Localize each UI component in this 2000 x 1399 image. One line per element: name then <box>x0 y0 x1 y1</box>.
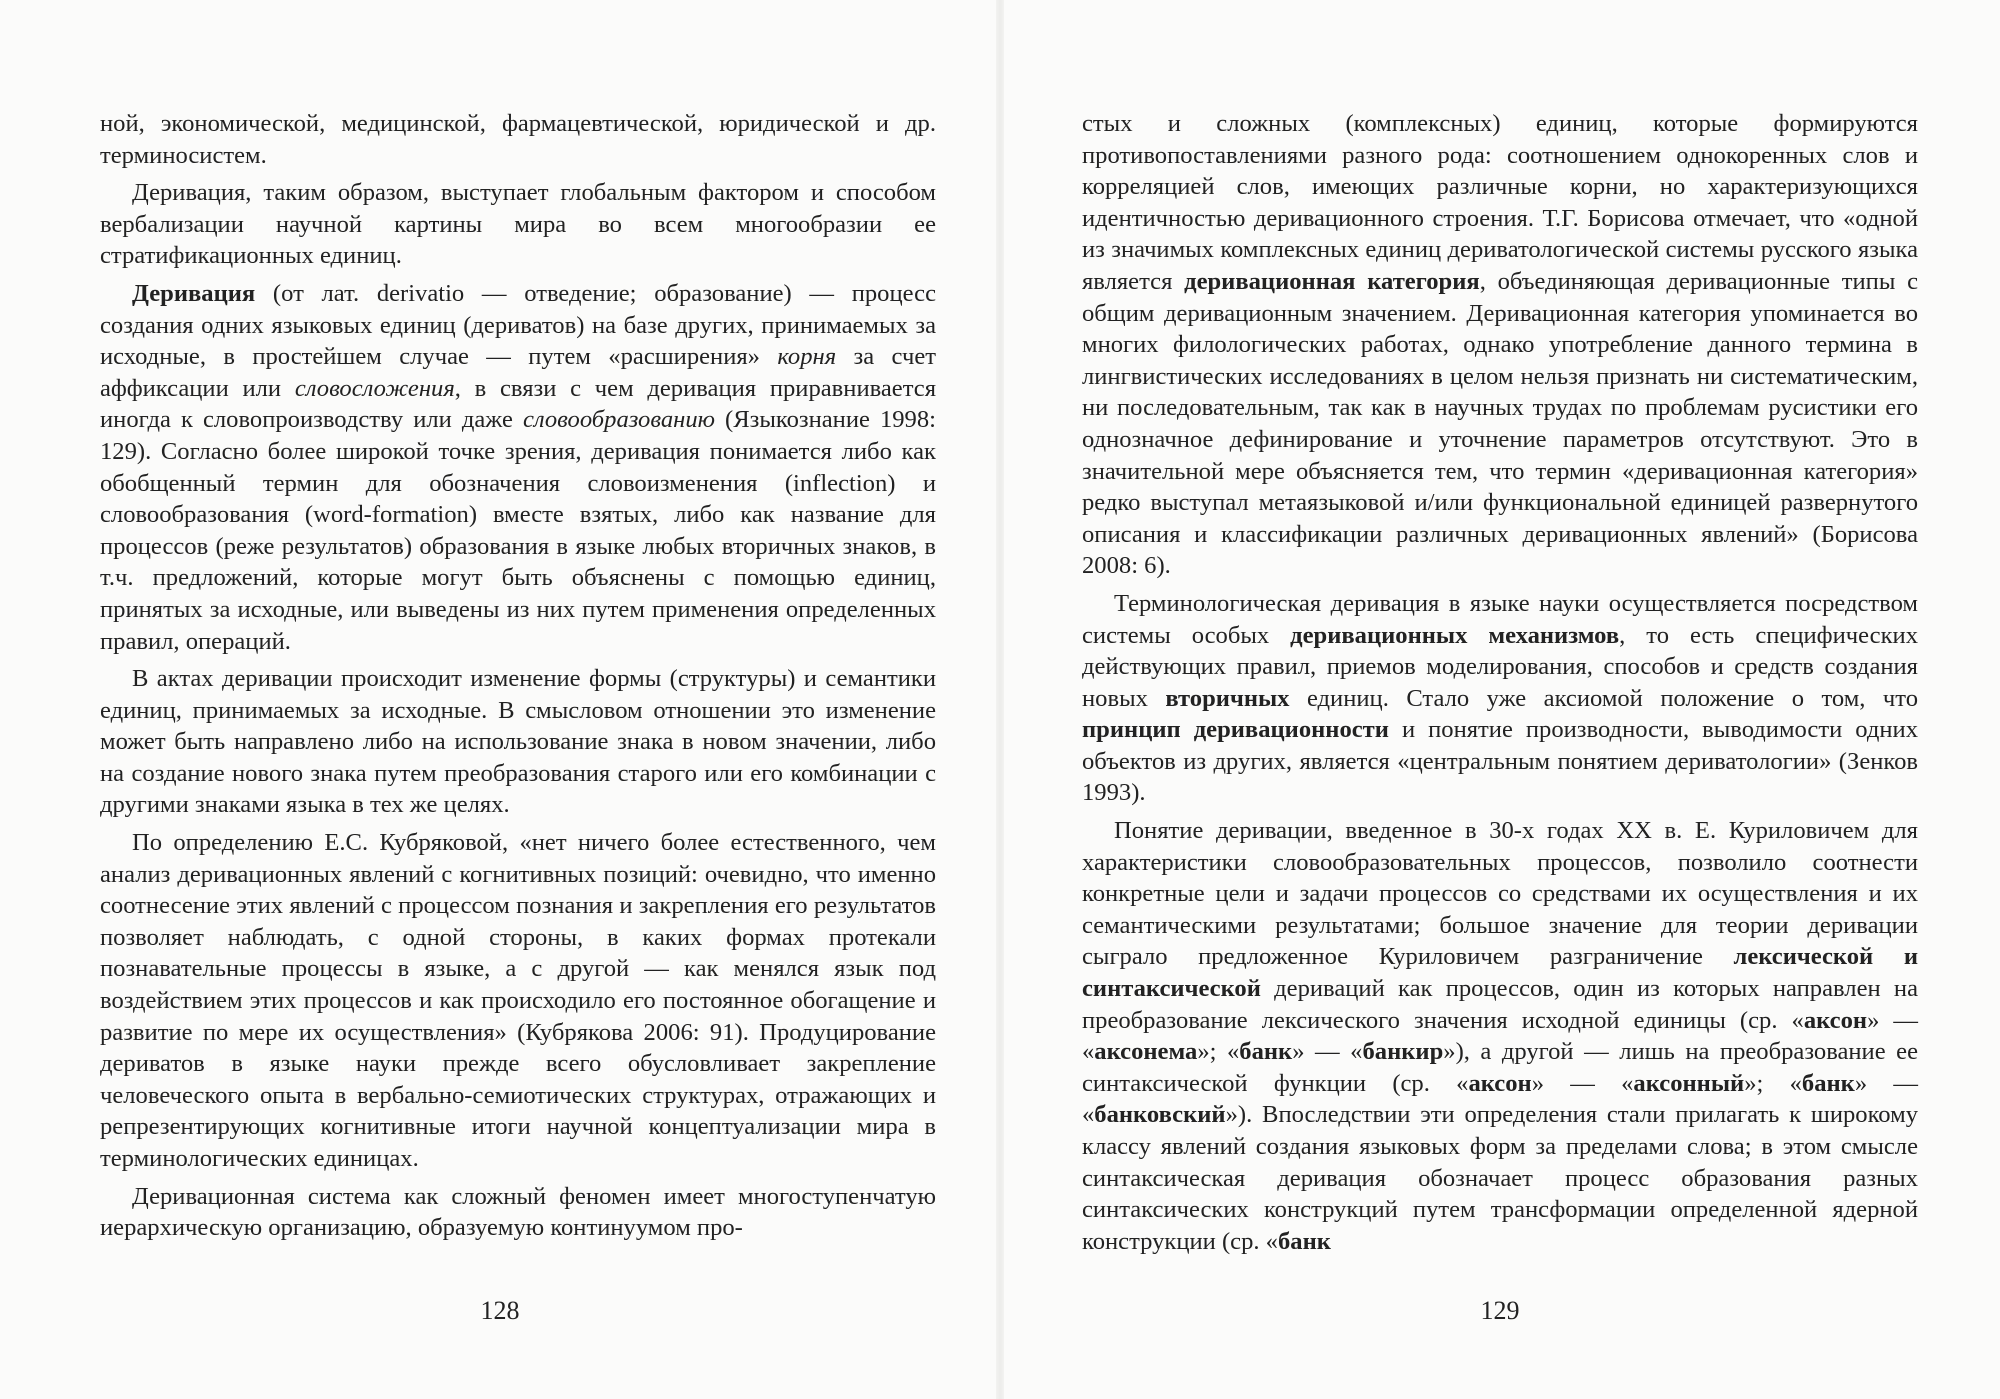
paragraph <box>1082 108 1918 582</box>
text-span: и понятие производности, выводимости одних объектов из других, является «центральным понятием дериватологии» (Зенков 1993). <box>1082 716 1918 807</box>
text-span: , то есть специфических действующих правил, приемов моделирования, способов и средств создания новых <box>1082 621 1919 712</box>
page-number-left: 128 <box>480 1296 520 1325</box>
bold-term: аксон <box>1803 1006 1868 1034</box>
paragraph: В актах деривации происходит изменение формы (структуры) и семантики единиц, принимаемых за исходные. В смысловом отношении это изменение может быть направлено либо на использование знака в новом значении, либо на создание нового знака путем преобразования старого или его комбинации с другими знаками языка в тех же целях. <box>100 665 936 819</box>
bold-term: банк <box>1239 1038 1293 1066</box>
paragraph: Деривация, таким образом, выступает глобальным фактором и способом вербализации научной картины мира во всем многообразии ее стратификационных единиц. <box>100 179 936 270</box>
text-span: » — « <box>1292 1038 1363 1066</box>
text-span: стых и сложных (комплексных) единиц, которые формируются противопоставлениями разного рода: соотношением однокоренных слов и корреляцией слов, имеющих различные корни, но характеризующихся идентичностью деривационного строения. Т.Г. Борисова отмечает, что «одной из значимых комплексных единиц дериватологической системы русского языка является <box>1082 110 1918 295</box>
paragraph: ной, экономической, медицинской, фармацевтической, юридической и др. терминосистем. <box>100 110 936 169</box>
paragraph: По определению Е.С. Кубряковой, «нет ничего более естественного, чем анализ деривационных явлений с когнитивных позиций: очевидно, что именно соотнесение этих явлений с процессом познания и закрепления его результатов позволяет наблюдать, с одной стороны, в каких формах протекали познавательные процессы в языке, а с другой — как менялся язык под воздействием этих процессов и как происходило его постоянное обогащение и развитие по мере их осуществления» (Кубрякова 2006: 91). Продуцирование дериватов в языке науки прежде всего обусловливает закрепление человеческого опыта в вербально-семиотических структурах, отражающих и репрезентирующих когнитивные итоги научной концептуализации мира в терминологических единицах. <box>100 829 936 1172</box>
text-span: »). Впоследствии эти определения стали прилагать к широкому классу явлений создания языковых форм за пределами слова; в этом смысле синтаксическая деривация обозначает процесс образования разных синтаксических конструкций путем трансформации определенной ядерной конструкции (ср. « <box>1082 1101 1918 1255</box>
text-span: , объединяющая деривационные типы с общим деривационным значением. Деривационная категория упоминается во многих филологических работах, однако употребление данного термина в лингвистических исследованиях в целом нельзя признать ни систематическим, ни последовательным, так как в научных трудах по проблемам русистики его однозначное дефинирование и уточнение параметров отсутствуют. Это в значительной мере объясняется тем, что термин «деривационная категория» редко выступал метаязыковой и/или функциональной единицей развернутого описания и классификации различных деривационных явлений» (Борисова 2008: 6). <box>1082 267 1918 580</box>
bold-term: банковский <box>1094 1101 1226 1129</box>
text-span: , в связи с чем деривация приравнивается иногда к словопроизводству или даже <box>100 374 937 434</box>
italic-term: словосложения <box>294 374 455 402</box>
text-span: Понятие деривации, введенное в 30-х годах XX в. Е. Куриловичем для характеристики словообразовательных процессов, позволило соотнести конкретные цели и задачи процессов со средствами их осуществления и их семантическими результатами; большое значение для теории деривации сыграло предложенное Куриловичем разграничение <box>1082 817 1918 971</box>
text-span: Терминологическая деривация в языке науки осуществляется посредством системы особых <box>1082 589 1918 649</box>
text-span: (Языкознание 1998: 129). Согласно более широкой точке зрения, деривация понимается либо как обобщенный термин для обозначения словоизменения (inflection) и словообразования (word-formation) вместе взятых, либо как название для процессов (реже результатов) образования в языке любых вторичных знаков, в т.ч. предложений, которые могут быть объяснены с помощью единиц, принятых за исходные, или выведены из них путем применения определенных правил, операций. <box>100 406 936 655</box>
text-span: дериваций как процессов, один из которых направлен на преобразование лексического значения исходной единицы (ср. « <box>1082 975 1918 1034</box>
right-page <box>1000 0 2000 1399</box>
text-span: за счет аффиксации или <box>100 343 936 402</box>
left-page-text <box>100 108 936 1244</box>
paragraph <box>100 278 936 657</box>
bold-term: деривационных механизмов <box>1290 621 1620 649</box>
right-page-text <box>1082 108 1918 1257</box>
text-span: (от лат. derivatio — отведение; образование) — процесс создания одних языковых единиц (дериватов) на базе других, принимаемых за исходные, в простейшем случае — путем «расширения» <box>100 279 936 371</box>
bold-term: деривационная категория <box>1184 267 1480 295</box>
bold-term: банк <box>1801 1069 1855 1097</box>
bold-term: банкир <box>1362 1038 1444 1066</box>
italic-term: словообразованию <box>522 406 715 434</box>
text-span: »; « <box>1197 1038 1240 1066</box>
bold-term: банк <box>1277 1227 1331 1255</box>
bold-term: лексической и синтаксической <box>1082 943 1918 1003</box>
text-span: » — « <box>1531 1069 1634 1097</box>
text-span: »), а другой — лишь на преобразование ее синтаксической функции (ср. « <box>1082 1038 1918 1097</box>
text-span: » — « <box>1082 1006 1918 1066</box>
text-span: »; « <box>1744 1069 1802 1097</box>
bold-term: вторичных <box>1165 684 1290 712</box>
bold-term: принцип деривационности <box>1082 716 1389 744</box>
bold-term: аксонный <box>1633 1069 1745 1097</box>
paragraph <box>1082 588 1918 809</box>
bold-term: аксонема <box>1094 1038 1198 1066</box>
bold-term: аксон <box>1468 1069 1532 1097</box>
paragraph: Деривационная система как сложный феномен имеет многоступенчатую иерархическую организацию, образуемую континуумом про- <box>100 1182 936 1242</box>
page-number-right: 129 <box>1480 1296 1520 1325</box>
italic-term: корня <box>777 343 837 371</box>
text-span: единиц. Стало уже аксиомой положение о том, что <box>1289 684 1918 712</box>
term-derivation: Деривация <box>132 279 256 307</box>
paragraph <box>1082 815 1918 1257</box>
text-span: » — « <box>1082 1069 1918 1129</box>
